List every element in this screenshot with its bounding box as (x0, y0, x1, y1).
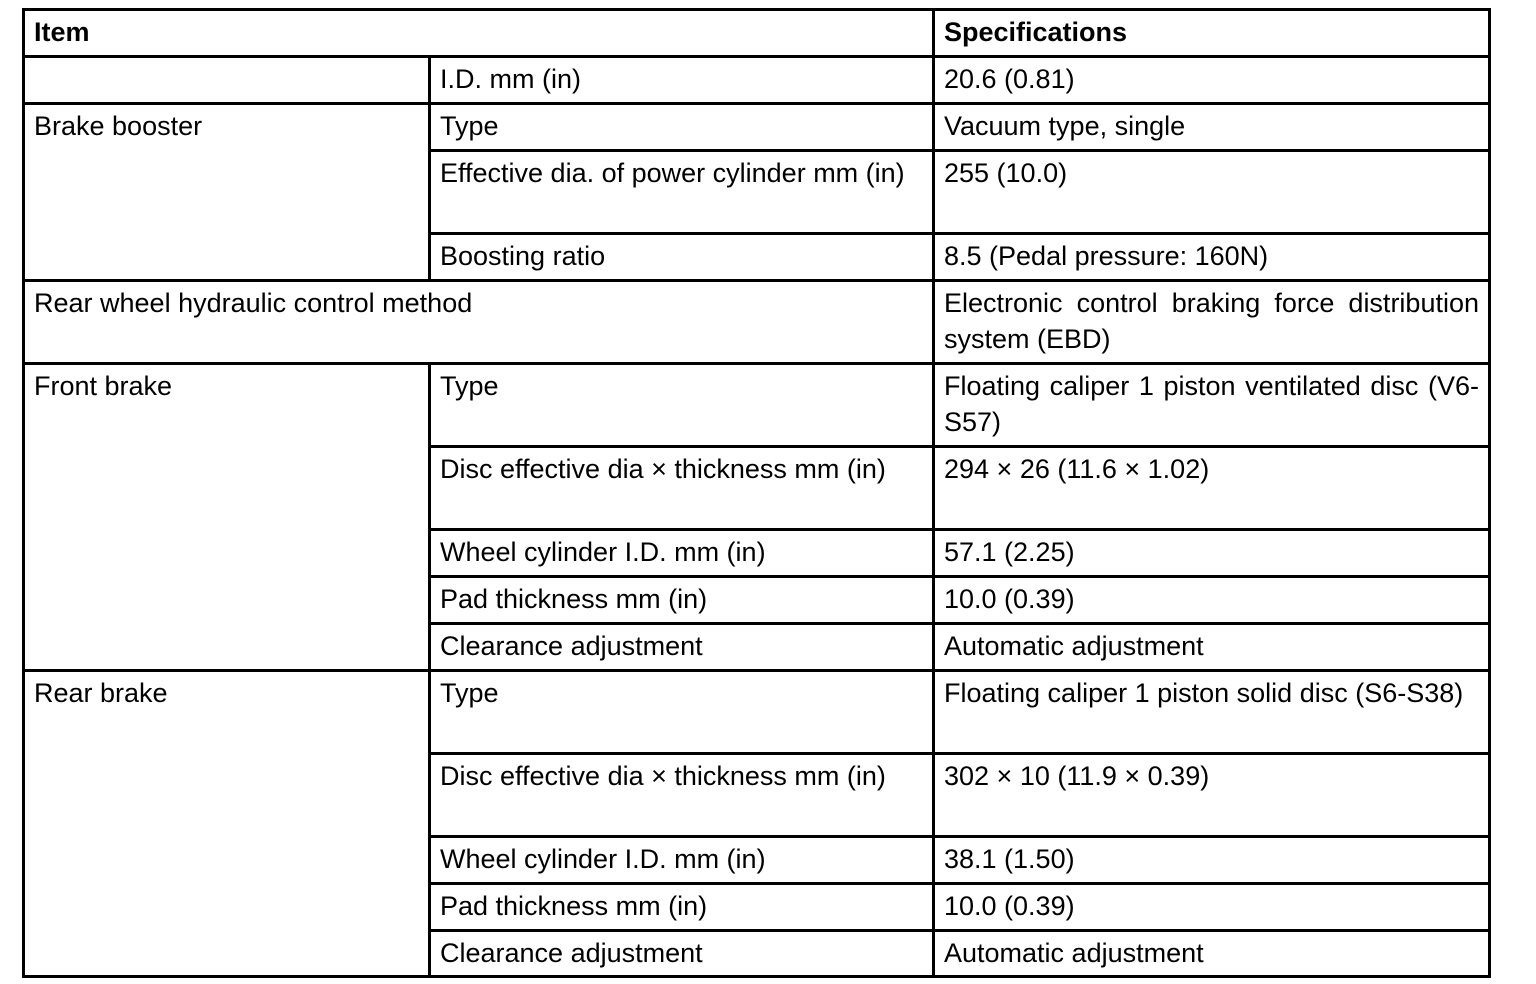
row-value: 20.6 (0.81) (934, 57, 1490, 104)
header-row (24, 10, 1490, 57)
row-value: 294 × 26 (11.6 × 1.02) (934, 447, 1490, 530)
row-label: Boosting ratio (430, 234, 934, 281)
table-row (24, 104, 1490, 151)
header-specifications: Specifications (934, 10, 1490, 57)
row-value: 10.0 (0.39) (934, 884, 1490, 931)
row-label: Disc effective dia × thickness mm (in) (430, 754, 934, 837)
row-value: 302 × 10 (11.9 × 0.39) (934, 754, 1490, 837)
row-value: Floating caliper 1 piston solid disc (S6-S38) (934, 671, 1490, 754)
row-value: 8.5 (Pedal pressure: 160N) (934, 234, 1490, 281)
row-label-rear-hydraulic: Rear wheel hydraulic control method (24, 281, 934, 364)
header-item: Item (24, 10, 934, 57)
row-label: Effective dia. of power cylinder mm (in) (430, 151, 934, 234)
row-value: 38.1 (1.50) (934, 837, 1490, 884)
row-value: 10.0 (0.39) (934, 577, 1490, 624)
brake-specifications-table (22, 8, 1491, 978)
row-label: I.D. mm (in) (430, 57, 934, 104)
group-cell-empty (24, 57, 430, 104)
row-label: Disc effective dia × thickness mm (in) (430, 447, 934, 530)
row-label: Type (430, 104, 934, 151)
row-label: Wheel cylinder I.D. mm (in) (430, 837, 934, 884)
row-value: Floating caliper 1 piston ventilated disc (V6-S57) (934, 364, 1490, 447)
row-label: Clearance adjustment (430, 931, 934, 977)
group-rear-brake: Rear brake (24, 671, 430, 977)
row-value: Automatic adjustment (934, 931, 1490, 977)
row-value: Automatic adjustment (934, 624, 1490, 671)
row-value: Electronic control braking force distribution system (EBD) (934, 281, 1490, 364)
group-front-brake: Front brake (24, 364, 430, 671)
row-label: Type (430, 364, 934, 447)
row-label: Type (430, 671, 934, 754)
group-brake-booster: Brake booster (24, 104, 430, 281)
row-label: Wheel cylinder I.D. mm (in) (430, 530, 934, 577)
row-label: Pad thickness mm (in) (430, 577, 934, 624)
table-row (24, 671, 1490, 754)
row-value: 57.1 (2.25) (934, 530, 1490, 577)
table-row (24, 364, 1490, 447)
row-label: Clearance adjustment (430, 624, 934, 671)
table-row (24, 57, 1490, 104)
row-value: Vacuum type, single (934, 104, 1490, 151)
table-row (24, 281, 1490, 364)
row-label: Pad thickness mm (in) (430, 884, 934, 931)
row-value: 255 (10.0) (934, 151, 1490, 234)
